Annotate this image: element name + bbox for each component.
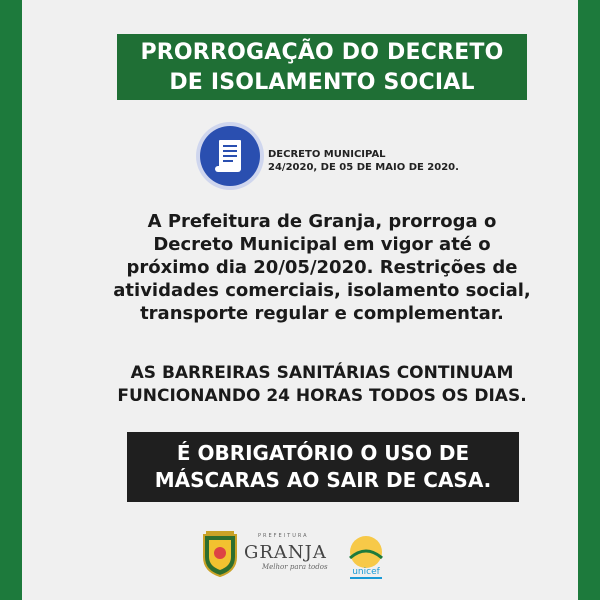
barrier-line: AS BARREIRAS SANITÁRIAS CONTINUAM [130, 363, 514, 383]
footer-logos [0, 528, 600, 588]
title-banner [117, 34, 527, 100]
main-line: Decreto Municipal em vigor até o [153, 234, 491, 255]
title-line-1: PRORROGAÇÃO DO DECRETO [140, 40, 504, 65]
decree-line-2: 24/2020, DE 05 DE MAIO DE 2020. [268, 162, 459, 173]
prefeitura-label: PREFEITURA [258, 533, 309, 539]
document-icon [200, 126, 260, 186]
main-line: transporte regular e complementar. [140, 303, 504, 324]
mask-line-2: MÁSCARAS AO SAIR DE CASA. [154, 468, 492, 492]
decree-reference [268, 148, 459, 174]
poster-panel [22, 0, 578, 600]
granja-tagline: Melhor para todos [262, 563, 328, 571]
granja-crest-icon [200, 531, 240, 577]
mask-notice-box [127, 432, 519, 502]
svg-text:unicef: unicef [352, 567, 380, 577]
barrier-line: FUNCIONANDO 24 HORAS TODOS OS DIAS. [117, 386, 527, 406]
main-announcement [62, 210, 582, 325]
main-line: próximo dia 20/05/2020. Restrições de [126, 257, 518, 278]
decree-line-1: DECRETO MUNICIPAL [268, 149, 386, 160]
main-line: atividades comerciais, isolamento social, [113, 280, 531, 301]
main-line: A Prefeitura de Granja, prorroga o [147, 211, 497, 232]
barrier-notice [62, 362, 582, 408]
title-line-2: DE ISOLAMENTO SOCIAL [169, 70, 475, 95]
granja-logo-text: GRANJA [244, 542, 327, 563]
unicef-seal-icon [340, 528, 392, 582]
mask-line-1: É OBRIGATÓRIO O USO DE [176, 441, 470, 465]
